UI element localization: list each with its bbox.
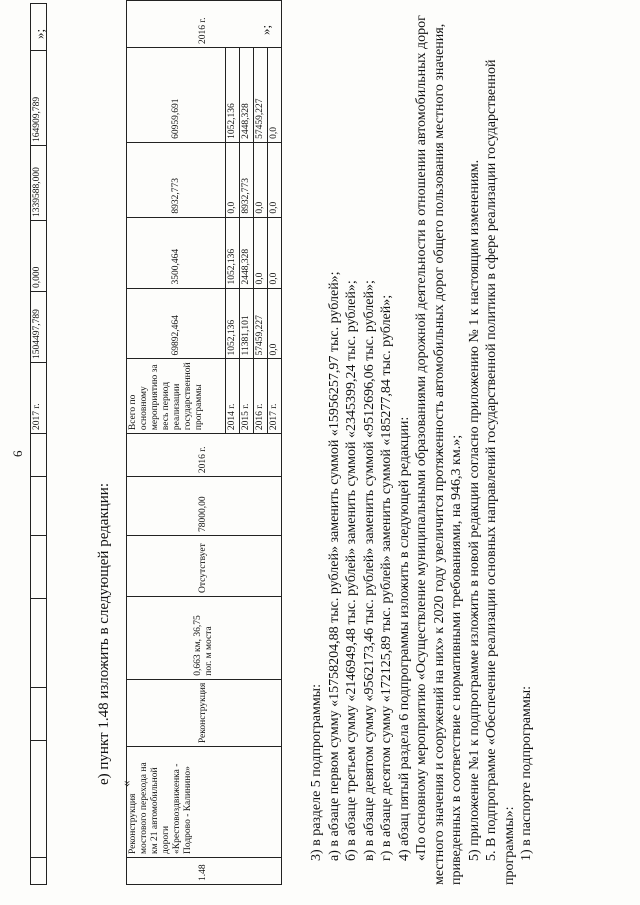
table-row: 2017 г. 0,0 0,0 0,0 0,0 <box>267 1 281 885</box>
para-a: а) в абзаце первом сумму «15758204,88 тыс. рублей» заменить суммой «15956257,97 тыс. рублей»; <box>326 271 342 861</box>
top-close-quote: »; <box>32 28 47 39</box>
para-g: г) в абзаце десятом сумму «172125,89 тыс. рублей» заменить суммой «185277,84 тыс. рублей»; <box>379 294 394 861</box>
table-row <box>127 1 226 885</box>
table-row: 2015 г. 11381,101 2448,328 8932,773 2448,328 <box>239 1 253 885</box>
total-value: 69892,464 <box>127 288 226 359</box>
row-status: Отсутствует <box>127 536 282 597</box>
para-passport: 1) в паспорте подпрограммы: <box>519 685 534 861</box>
total-label: Всего по основному мероприятию за весь период реализации государственной программы <box>127 359 226 434</box>
page-number: 6 <box>10 450 25 457</box>
para-appendix: 5) приложение №1 к подпрограмме изложить в новой редакции согласно приложению № 1 к настоящим изменениям. <box>466 159 482 861</box>
row-end-year: 2016 г. <box>127 1 282 48</box>
total-d: 60959,691 <box>127 48 226 143</box>
para-v: в) в абзаце девятом сумму «9562173,46 тыс. рублей» заменить суммой «9512696,06 тыс. рублей»; <box>361 280 377 861</box>
para-quote: «По основному мероприятию «Осуществление муниципальными образованиями дорожной деятельности в отношении автомобильных дорог местного значения и сооружений на них» к 2020 году увеличится протяженность автомобильных дорог общего пользования местного значения, приведенных в соответствие с нормативными требованиями, на 946,3 км.»; <box>414 15 464 885</box>
row-number: 1.48 <box>127 858 282 885</box>
para-section6: 4) абзац пятый раздела 6 подпрограммы изложить в следующей редакции: <box>396 416 412 861</box>
para-section5: 3) в разделе 5 подпрограммы: <box>309 684 324 861</box>
item-table <box>126 0 282 885</box>
para-b: б) в абзаце третьем сумму «2146949,48 тыс. рублей» заменить суммой «2345399,24 тыс. рублей»; <box>344 280 359 861</box>
top-table <box>30 3 47 885</box>
row-capacity: 0,663 км, 36,75 пог. м моста <box>127 596 282 679</box>
total-b: 3500,464 <box>127 217 226 288</box>
para-subprogram: 5. В подпрограмме «Обеспечение реализации основных направлений государственной политики в сфере реализации государственной программы»: <box>484 59 517 885</box>
body-text <box>308 5 536 885</box>
row-close-quote: »; <box>258 24 273 35</box>
open-quote: « <box>118 780 133 787</box>
row-cost: 78000,00 <box>127 477 282 536</box>
row-name: Реконструкция мостового перехода на км 21 автомобильной дороги «Крестовоздвиженка - Подрово - Калинино» <box>127 747 282 858</box>
table-row: 2017 г. 1504497,789 0,000 1339588,000 164909,789 <box>31 4 47 885</box>
row-start-year: 2016 г. <box>127 434 282 477</box>
total-c: 8932,773 <box>127 142 226 217</box>
table-row: 2014 г. 1052,136 1052,136 0,0 1052,136 <box>226 1 240 885</box>
table-row: 2016 г. 57459,227 0,0 0,0 57459,227 <box>253 1 267 885</box>
item-heading: е) пункт 1.48 изложить в следующей редакции: <box>96 483 112 785</box>
row-type: Реконструкция <box>127 679 282 746</box>
